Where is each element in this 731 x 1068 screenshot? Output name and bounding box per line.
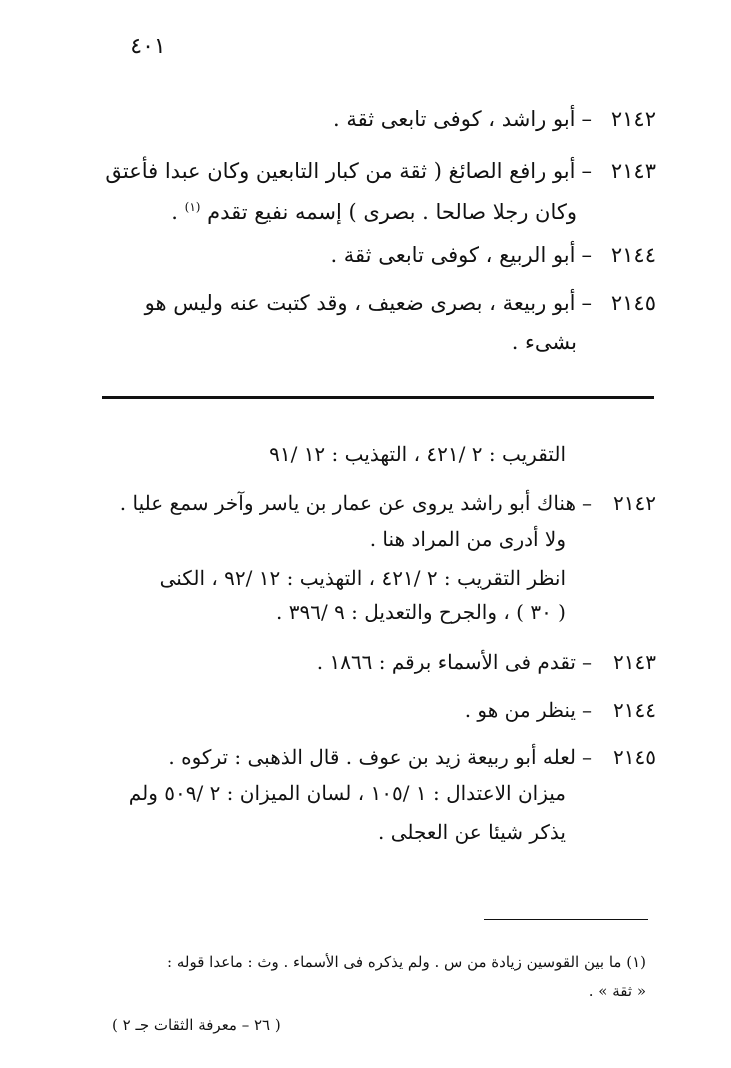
entry-2145-continuation: بشىء . [511, 330, 577, 354]
note-number: ٢١٤٣ [613, 650, 656, 674]
note-text: ينظر من هو . [464, 698, 576, 722]
note-2142 [90, 486, 656, 521]
note-2143 [90, 645, 656, 680]
note-2144 [90, 693, 656, 728]
section-divider [102, 396, 654, 399]
note-text: هناك أبو راشد يروى عن عمار بن ياسر وآخر سمع عليا . [119, 491, 576, 515]
footnote-line2: « ثقة » . [588, 982, 646, 1000]
entry-text: أبو الربيع ، كوفى تابعى ثقة . [330, 243, 576, 267]
note-dash: – [582, 745, 592, 769]
entry-dash: – [581, 291, 592, 315]
footnote-marker: (١) [184, 200, 201, 214]
entry-number: ٢١٤٤ [610, 243, 656, 267]
note-dash: – [582, 491, 592, 515]
note-dash: – [582, 650, 592, 674]
entry-dash: – [581, 243, 592, 267]
note-number: ٢١٤٥ [613, 745, 656, 769]
note-number: ٢١٤٢ [613, 491, 656, 515]
entry-dash: – [581, 107, 592, 131]
notes-header: التقريب : ٢ /٤٢١ ، التهذيب : ١٢ /٩١ [269, 442, 566, 466]
entry-2143-continuation [171, 189, 577, 230]
entry-number: ٢١٤٢ [610, 107, 656, 131]
note-text: لعله أبو ربيعة زيد بن عوف . قال الذهبى : تركوه . [168, 745, 576, 769]
footnote-line1: (١) ما بين القوسين زيادة من س . ولم يذكره فى الأسماء . وث : ماعدا قوله : [167, 953, 646, 971]
entry-text: أبو راشد ، كوفى تابعى ثقة . [333, 107, 576, 131]
entry-2143 [95, 153, 656, 189]
entry-2145 [95, 285, 656, 321]
note-2142-line2: ولا أدرى من المراد هنا . [369, 527, 566, 551]
entry-text: أبو ربيعة ، بصرى ضعيف ، وقد كتبت عنه وليس هو [144, 291, 576, 315]
note-2145 [90, 740, 656, 775]
page-number: ٤٠١ [130, 34, 166, 59]
note-text: تقدم فى الأسماء برقم : ١٨٦٦ . [316, 650, 576, 674]
note-number: ٢١٤٤ [613, 698, 656, 722]
entry-number: ٢١٤٣ [610, 159, 656, 183]
note-2142-line4: ( ٣٠ ) ، والجرح والتعديل : ٩ /٣٩٦ . [276, 600, 566, 624]
signature-mark: ( ٢٦ – معرفة الثقات جـ ٢ ) [112, 1016, 281, 1034]
entry-text-cont: وكان رجلا صالحا . بصرى ) إسمه نفيع تقدم [207, 200, 577, 224]
entry-2144 [95, 237, 656, 273]
entry-text: أبو رافع الصائغ ( ثقة من كبار التابعين وكان عبدا فأعتق [105, 159, 576, 183]
entry-dash: – [581, 159, 592, 183]
note-2145-line2: ميزان الاعتدال : ١ /١٠٥ ، لسان الميزان : ٢ /٥٠٩ ولم [128, 781, 566, 805]
note-2142-line3: انظر التقريب : ٢ /٤٢١ ، التهذيب : ١٢ /٩٢ ، الكنى [159, 566, 566, 590]
note-dash: – [582, 698, 592, 722]
note-2145-line3: يذكر شيئا عن العجلى . [378, 820, 566, 844]
entry-number: ٢١٤٥ [610, 291, 656, 315]
entry-text-end: . [171, 200, 185, 224]
footnote-divider [484, 919, 648, 920]
entry-2142 [95, 101, 656, 137]
